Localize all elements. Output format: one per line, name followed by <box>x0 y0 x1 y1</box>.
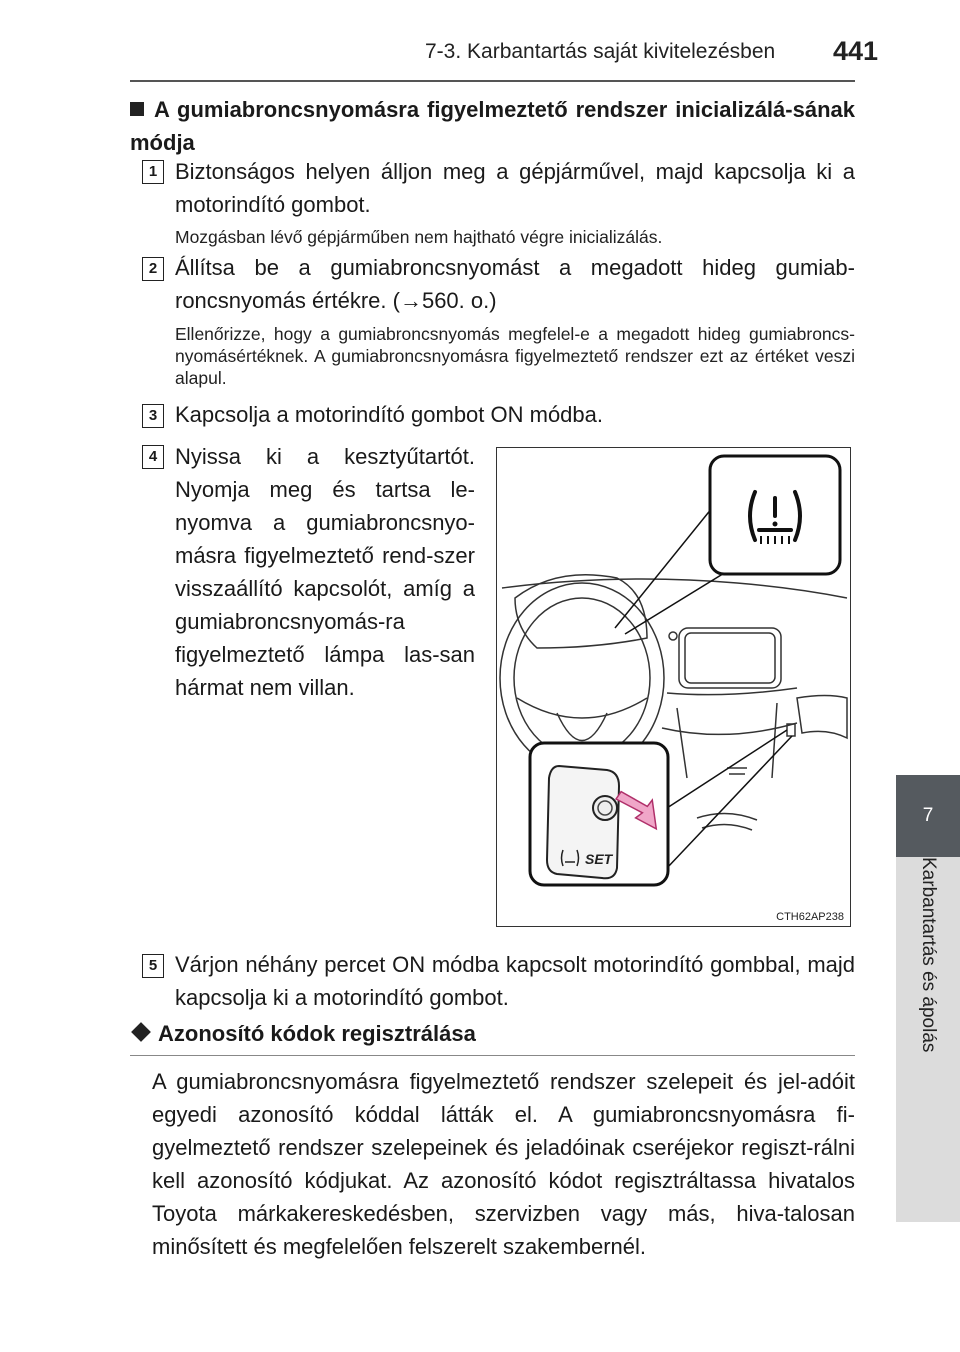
header-divider <box>130 80 855 82</box>
square-bullet-icon <box>130 102 144 116</box>
glove-box <box>797 696 847 739</box>
section-title-text: A gumiabroncsnyomásra figyelmeztető rendszer inicializálá-sának módja <box>130 97 855 155</box>
reset-button <box>593 796 617 820</box>
section-title <box>130 93 855 159</box>
step-3-badge: 3 <box>142 404 164 428</box>
subsection-divider <box>130 1055 855 1056</box>
chapter-title: Karbantartás és ápolás <box>918 857 939 1053</box>
step-5-badge: 5 <box>142 954 164 978</box>
subsection-body: A gumiabroncsnyomásra figyelmeztető rendszer szelepeit és jel-adóit egyedi azonosító kóddal látták el. A gumiabroncsnyomásra fi-gyelmeztető rendszer szelepeinek és jeladóinak cseréjekor regiszt-rálni kell azonosító kódjukat. Az azonosító kódot regisztráltassa hivatalos Toyota márkakereskedésben, szervizben vagy más, hiva-talosan minősített és megfelelően felszerelt szakembernél. <box>152 1069 855 1259</box>
chapter-tab-label <box>896 857 960 1222</box>
subsection-title <box>130 1021 476 1047</box>
step-2-badge: 2 <box>142 257 164 281</box>
step-1-badge: 1 <box>142 160 164 184</box>
instrument-hood <box>515 575 647 648</box>
chapter-tab: 7 <box>896 775 960 857</box>
diamond-bullet-icon <box>131 1022 151 1042</box>
step-4-text: Nyissa ki a kesztyűtartót. Nyomja meg és tartsa le-nyomva a gumiabroncsnyo-másra figyelmeztető rend-szer visszaállító kapcsolót, amíg a gumiabroncsnyomás-ra figyelmeztető lámpa las-san hármat nem villan. <box>175 444 475 700</box>
step-3-text: Kapcsolja a motorindító gombot ON módba. <box>175 402 604 427</box>
dashboard-drawing <box>497 448 849 925</box>
subsection-title-text: Azonosító kódok regisztrálása <box>158 1021 476 1046</box>
running-header: 7-3. Karbantartás saját kivitelezésben <box>425 40 776 63</box>
page-number: 441 <box>833 36 879 66</box>
step-4-badge: 4 <box>142 445 164 469</box>
step-1-note: Mozgásban lévő gépjárműben nem hajtható végre inicializálás. <box>175 227 663 247</box>
center-display <box>685 633 775 683</box>
step-5-text: Várjon néhány percet ON módba kapcsolt motorindító gombbal, majd kapcsolja ki a motorindító gombot. <box>175 952 855 1010</box>
switch-set-label: SET <box>585 851 613 867</box>
figure-code: CTH62AP238 <box>776 911 844 923</box>
step-2-note: Ellenőrizze, hogy a gumiabroncsnyomás megfelel-e a megadott hideg gumiabroncs-nyomásértéknek. A gumiabroncsnyomásra figyelmeztető rendszer ezt az értéket veszi alapul. <box>175 324 855 388</box>
tpms-reset-illustration <box>496 447 851 927</box>
step-1-text: Biztonságos helyen álljon meg a gépjárművel, majd kapcsolja ki a motorindító gombot. <box>175 159 855 217</box>
step-2-text: Állítsa be a gumiabroncsnyomást a megadott hideg gumiab-roncsnyomás értékre. (→560. o.) <box>175 255 855 313</box>
